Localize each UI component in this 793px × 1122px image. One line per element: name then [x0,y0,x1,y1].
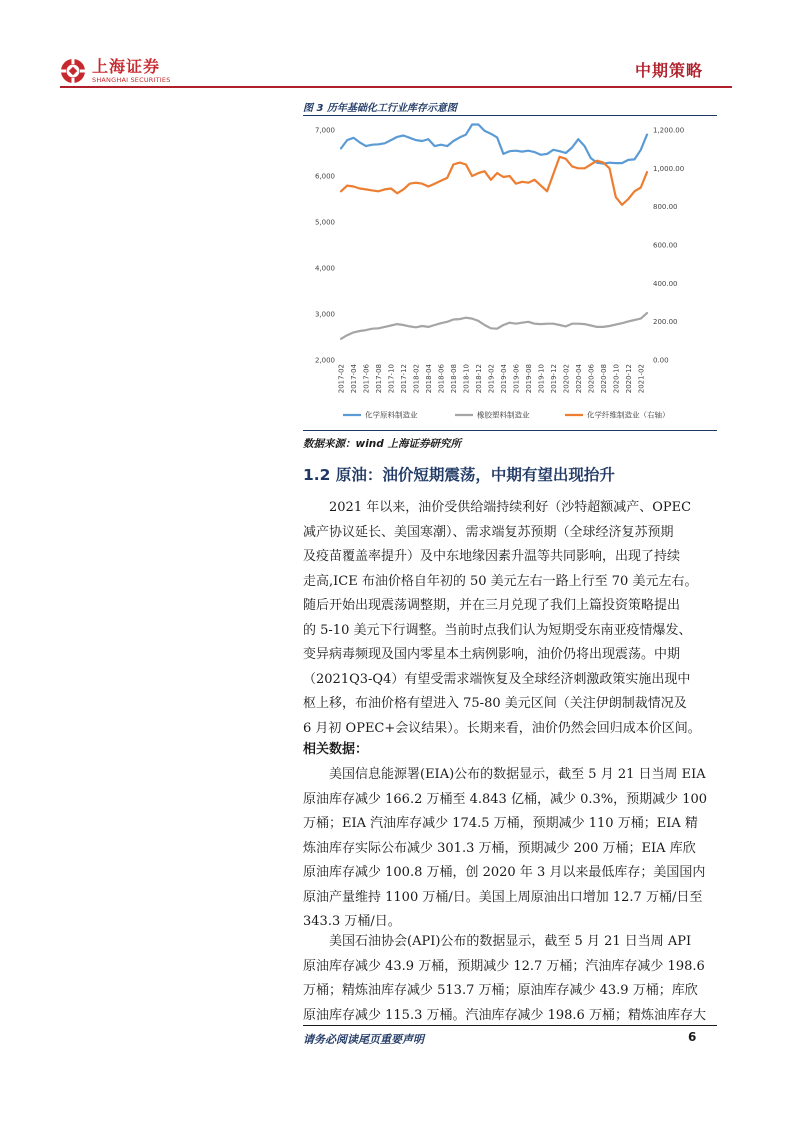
text-line: 2021 年以来，油价受供给端持续利好（沙特超额减产、OPEC [329,500,692,515]
x-axis-tick-label: 2019-10 [537,364,546,394]
eia-data-paragraph [303,763,713,935]
figure-top-rule [303,115,717,116]
x-axis-tick-label: 2017-04 [349,364,358,394]
x-axis-tick-label: 2017-10 [387,364,396,394]
x-axis-tick-label: 2020-06 [587,364,596,394]
crude-oil-paragraph [303,496,713,741]
figure-bottom-rule [303,430,717,431]
text-line: （2021Q3-Q4）有望受需求端恢复及全球经济刺激政策实施出现中 [303,671,691,687]
shanghai-securities-logo-icon [60,58,86,84]
text-line: 原油产量维持 1100 万桶/日。美国上周原油出口增加 12.7 万桶/日至 [303,889,703,905]
left-axis-tick-label: 2,000 [314,356,335,365]
x-axis-tick-label: 2019-04 [499,364,508,394]
x-axis-tick-label: 2018-06 [437,364,446,394]
text-line: 变异病毒频现及国内零星本土病例影响，油价仍将出现震荡。中期 [303,647,681,662]
text-line: 美国石油协会(API)公布的数据显示，截至 5 月 21 日当周 API [329,934,692,949]
logo-english-name: SHANGHAI SECURITIES [92,75,171,84]
company-logo [60,58,171,84]
text-line: 原油库存减少 100.8 万桶，创 2020 年 3 月以来最低库存；美国国内 [303,865,706,880]
related-data-label: 相关数据： [303,742,369,757]
left-axis-tick-label: 3,000 [314,310,335,319]
left-axis-tick-label: 5,000 [314,218,335,227]
x-axis-tick-label: 2017-06 [362,364,371,394]
x-axis-tick-label: 2019-12 [549,364,558,394]
right-axis-tick-label: 600.00 [653,241,678,250]
x-axis-tick-label: 2018-02 [412,364,421,394]
x-axis-tick-label: 2018-12 [474,364,483,394]
section-heading: 1.2 原油：油价短期震荡，中期有望出现抬升 [303,466,615,484]
header-divider [60,86,732,88]
series-line [341,125,647,164]
left-axis-tick-label: 6,000 [314,172,335,181]
text-line: 343.3 万桶/日。 [303,914,401,929]
right-axis-tick-label: 1,200.00 [653,126,685,135]
text-line: 的 5-10 美元下行调整。当前时点我们认为短期受东南亚疫情爆发、 [303,622,692,638]
x-axis-tick-label: 2019-02 [487,364,496,394]
text-line: 减产协议延长、美国寒潮）、需求端复苏预期（全球经济复苏预期 [303,524,674,540]
x-axis-tick-label: 2018-10 [462,364,471,394]
figure-title: 图 3 历年基础化工行业库存示意图 [303,103,457,114]
legend-entry: 橡胶塑料制造业 [477,410,530,420]
logo-chinese-name: 上海证券 [92,56,161,76]
x-axis-tick-label: 2020-02 [562,364,571,394]
x-axis-tick-label: 2018-08 [449,364,458,394]
text-line: 走高,ICE 布油价格自年初的 50 美元左右一路上行至 70 美元左右。 [303,573,698,589]
x-axis-tick-label: 2021-02 [637,364,646,394]
x-axis-tick-label: 2018-04 [424,364,433,394]
x-axis-tick-label: 2017-12 [399,364,408,394]
disclaimer-note: 请务必阅读尾页重要声明 [303,1033,424,1046]
x-axis-tick-label: 2020-12 [624,364,633,394]
figure-source: 数据来源：wind 上海证券研究所 [303,438,461,450]
footer-divider [303,1025,717,1026]
legend-entry: 化学纤维制造业（右轴） [587,410,670,420]
x-axis-tick-label: 2017-08 [374,364,383,394]
right-axis-tick-label: 0.00 [653,356,669,365]
text-line: 原油库存减少 43.9 万桶，预期减少 12.7 万桶；汽油库存减少 198.6 [303,958,705,974]
right-axis-tick-label: 1,000.00 [653,164,685,173]
x-axis-tick-label: 2020-08 [599,364,608,394]
text-line: 炼油库存实际公布减少 301.3 万桶，预期减少 200 万桶；EIA 库欣 [303,840,696,856]
right-axis-tick-label: 800.00 [653,203,678,212]
text-line: 原油库存减少 115.3 万桶。汽油库存减少 198.6 万桶；精炼油库存大 [303,1007,706,1023]
inventory-line-chart [303,118,717,428]
text-line: 美国信息能源署(EIA)公布的数据显示，截至 5 月 21 日当周 EIA [329,767,706,782]
x-axis-tick-label: 2020-10 [612,364,621,394]
text-line: 万桶；EIA 汽油库存减少 174.5 万桶，预期减少 110 万桶；EIA 精 [303,816,698,831]
right-axis-tick-label: 200.00 [653,318,678,327]
text-line: 万桶；精炼油库存减少 513.7 万桶；原油库存减少 43.9 万桶；库欣 [303,983,698,998]
right-axis-tick-label: 400.00 [653,279,678,288]
text-line: 随后开始出现震荡调整期，并在三月兑现了我们上篇投资策略提出 [303,598,681,613]
text-line: 枢上移，布油价格有望进入 75-80 美元区间（关注伊朗制裁情况及 [303,696,687,711]
page-number: 6 [688,1030,697,1044]
left-axis-tick-label: 7,000 [314,126,335,135]
text-line: 原油库存减少 166.2 万桶至 4.843 亿桶，减少 0.3%，预期减少 100 [303,791,708,807]
x-axis-tick-label: 2017-02 [337,364,346,394]
text-line: 6 月初 OPEC+会议结果）。长期来看，油价仍然会回归成本价区间。 [303,720,701,736]
legend-entry: 化学原料制造业 [365,410,418,420]
report-type-title: 中期策略 [634,61,703,80]
left-axis-tick-label: 4,000 [314,264,335,273]
page-header [0,0,793,100]
x-axis-tick-label: 2020-04 [574,364,583,394]
series-line [341,313,647,339]
text-line: 及疫苗覆盖率提升）及中东地缘因素升温等共同影响，出现了持续 [303,549,681,564]
api-data-paragraph [303,930,713,1028]
x-axis-tick-label: 2019-08 [524,364,533,394]
x-axis-tick-label: 2019-06 [512,364,521,394]
